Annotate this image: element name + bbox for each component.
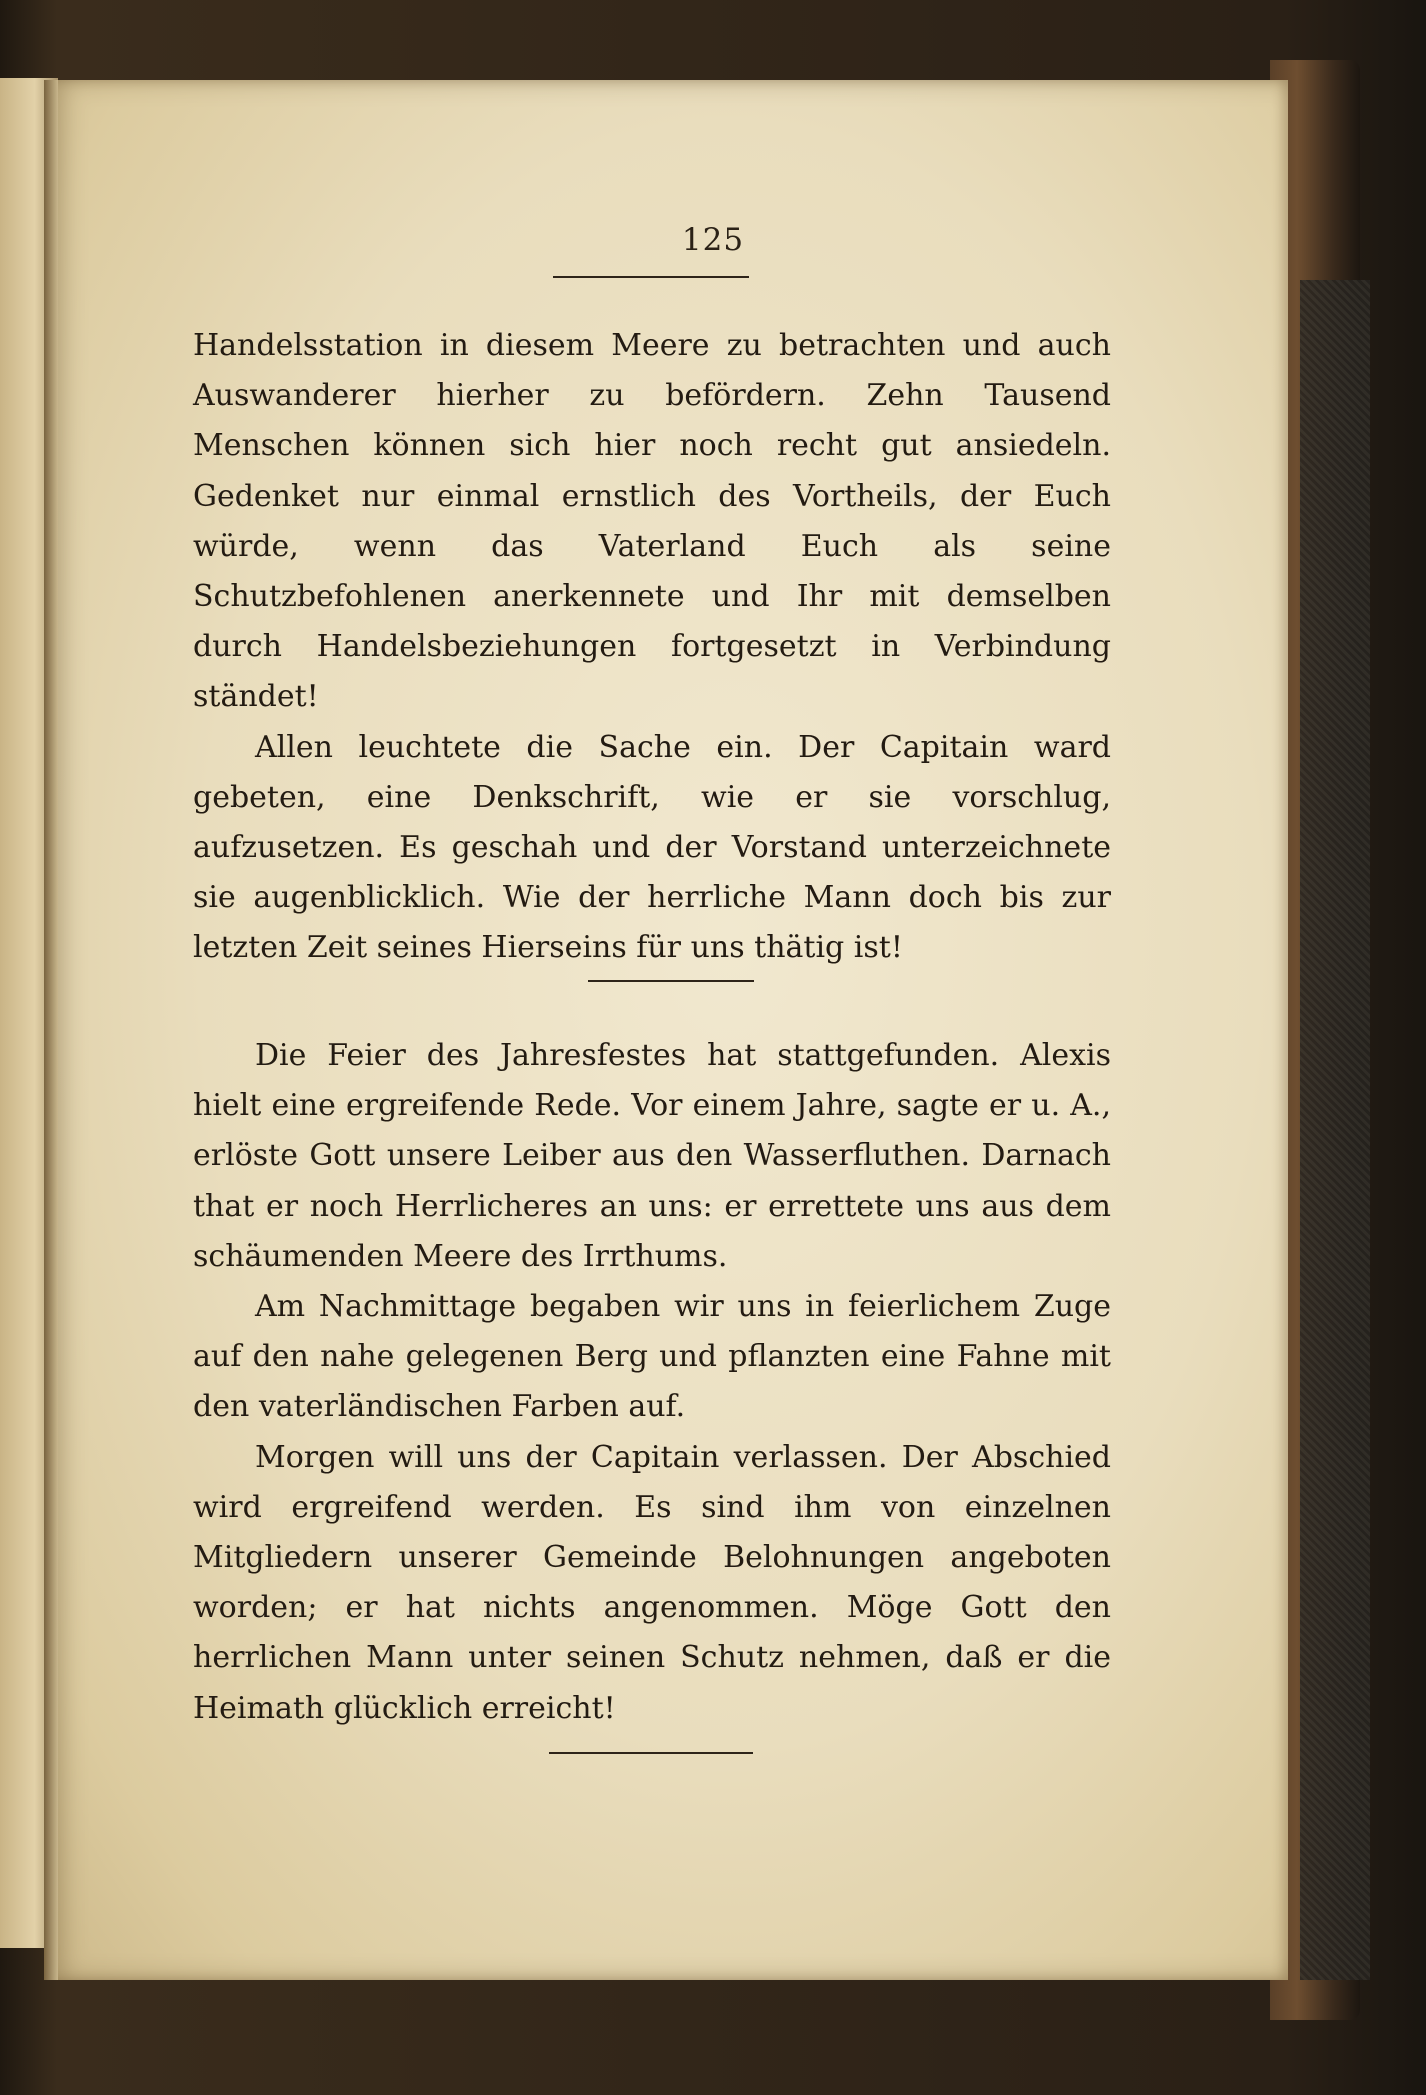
- paragraph: Morgen will uns der Capitain verlassen. Der Abschied wird ergreifend werden. Es sind ihm von einzelnen Mitgliedern unserer Gemeinde Belohnungen angeboten worden; er hat nichts angenommen. Möge Gott den herrlichen Mann unter seinen Schutz nehmen, daß er die Heimath glücklich erreicht!: [193, 1439, 1111, 1726]
- paragraph: Die Feier des Jahresfestes hat stattgefunden. Alexis hielt eine ergreifende Rede. Vor einem Jahre, sagte er u. A., erlöste Gott unsere Leiber aus den Wasserfluthen. Darnach that er noch Herrlicheres an uns: er errettete uns aus dem schäumenden Meere des Irrthums.: [193, 1038, 1111, 1274]
- paragraph: Handelsstation in diesem Meere zu betrachten und auch Auswanderer hierher zu befördern. Zehn Tausend Menschen können sich hier noch recht gut ansiedeln. Gedenket nur einmal ernstlich des Vortheils, der Euch würde, wenn das Vaterland Euch als seine Schutzbefohlenen anerkennete und Ihr mit demselben durch Handelsbeziehungen fortgesetzt in Verbindung ständet!: [193, 328, 1111, 715]
- footer-rule: [549, 1752, 753, 1754]
- paragraph: Am Nachmittage begaben wir uns in feierlichem Zuge auf den nahe gelegenen Berg und pflanzten eine Fahne mit den vaterländischen Farben auf.: [193, 1289, 1111, 1425]
- text-section-1: [193, 321, 1111, 974]
- text-section-2: [193, 1031, 1111, 1734]
- section-divider-rule: [588, 980, 754, 982]
- header-rule: [553, 276, 749, 278]
- page-number: 125: [681, 222, 745, 258]
- paragraph: Allen leuchtete die Sache ein. Der Capitain ward gebeten, eine Denkschrift, wie er sie vorschlug, aufzusetzen. Es geschah und der Vorstand unterzeichnete sie augenblicklich. Wie der herrliche Mann doch bis zur letzten Zeit seines Hierseins für uns thätig ist!: [193, 729, 1111, 966]
- cover-cloth: [1300, 280, 1370, 1980]
- page-gutter: [44, 80, 58, 1980]
